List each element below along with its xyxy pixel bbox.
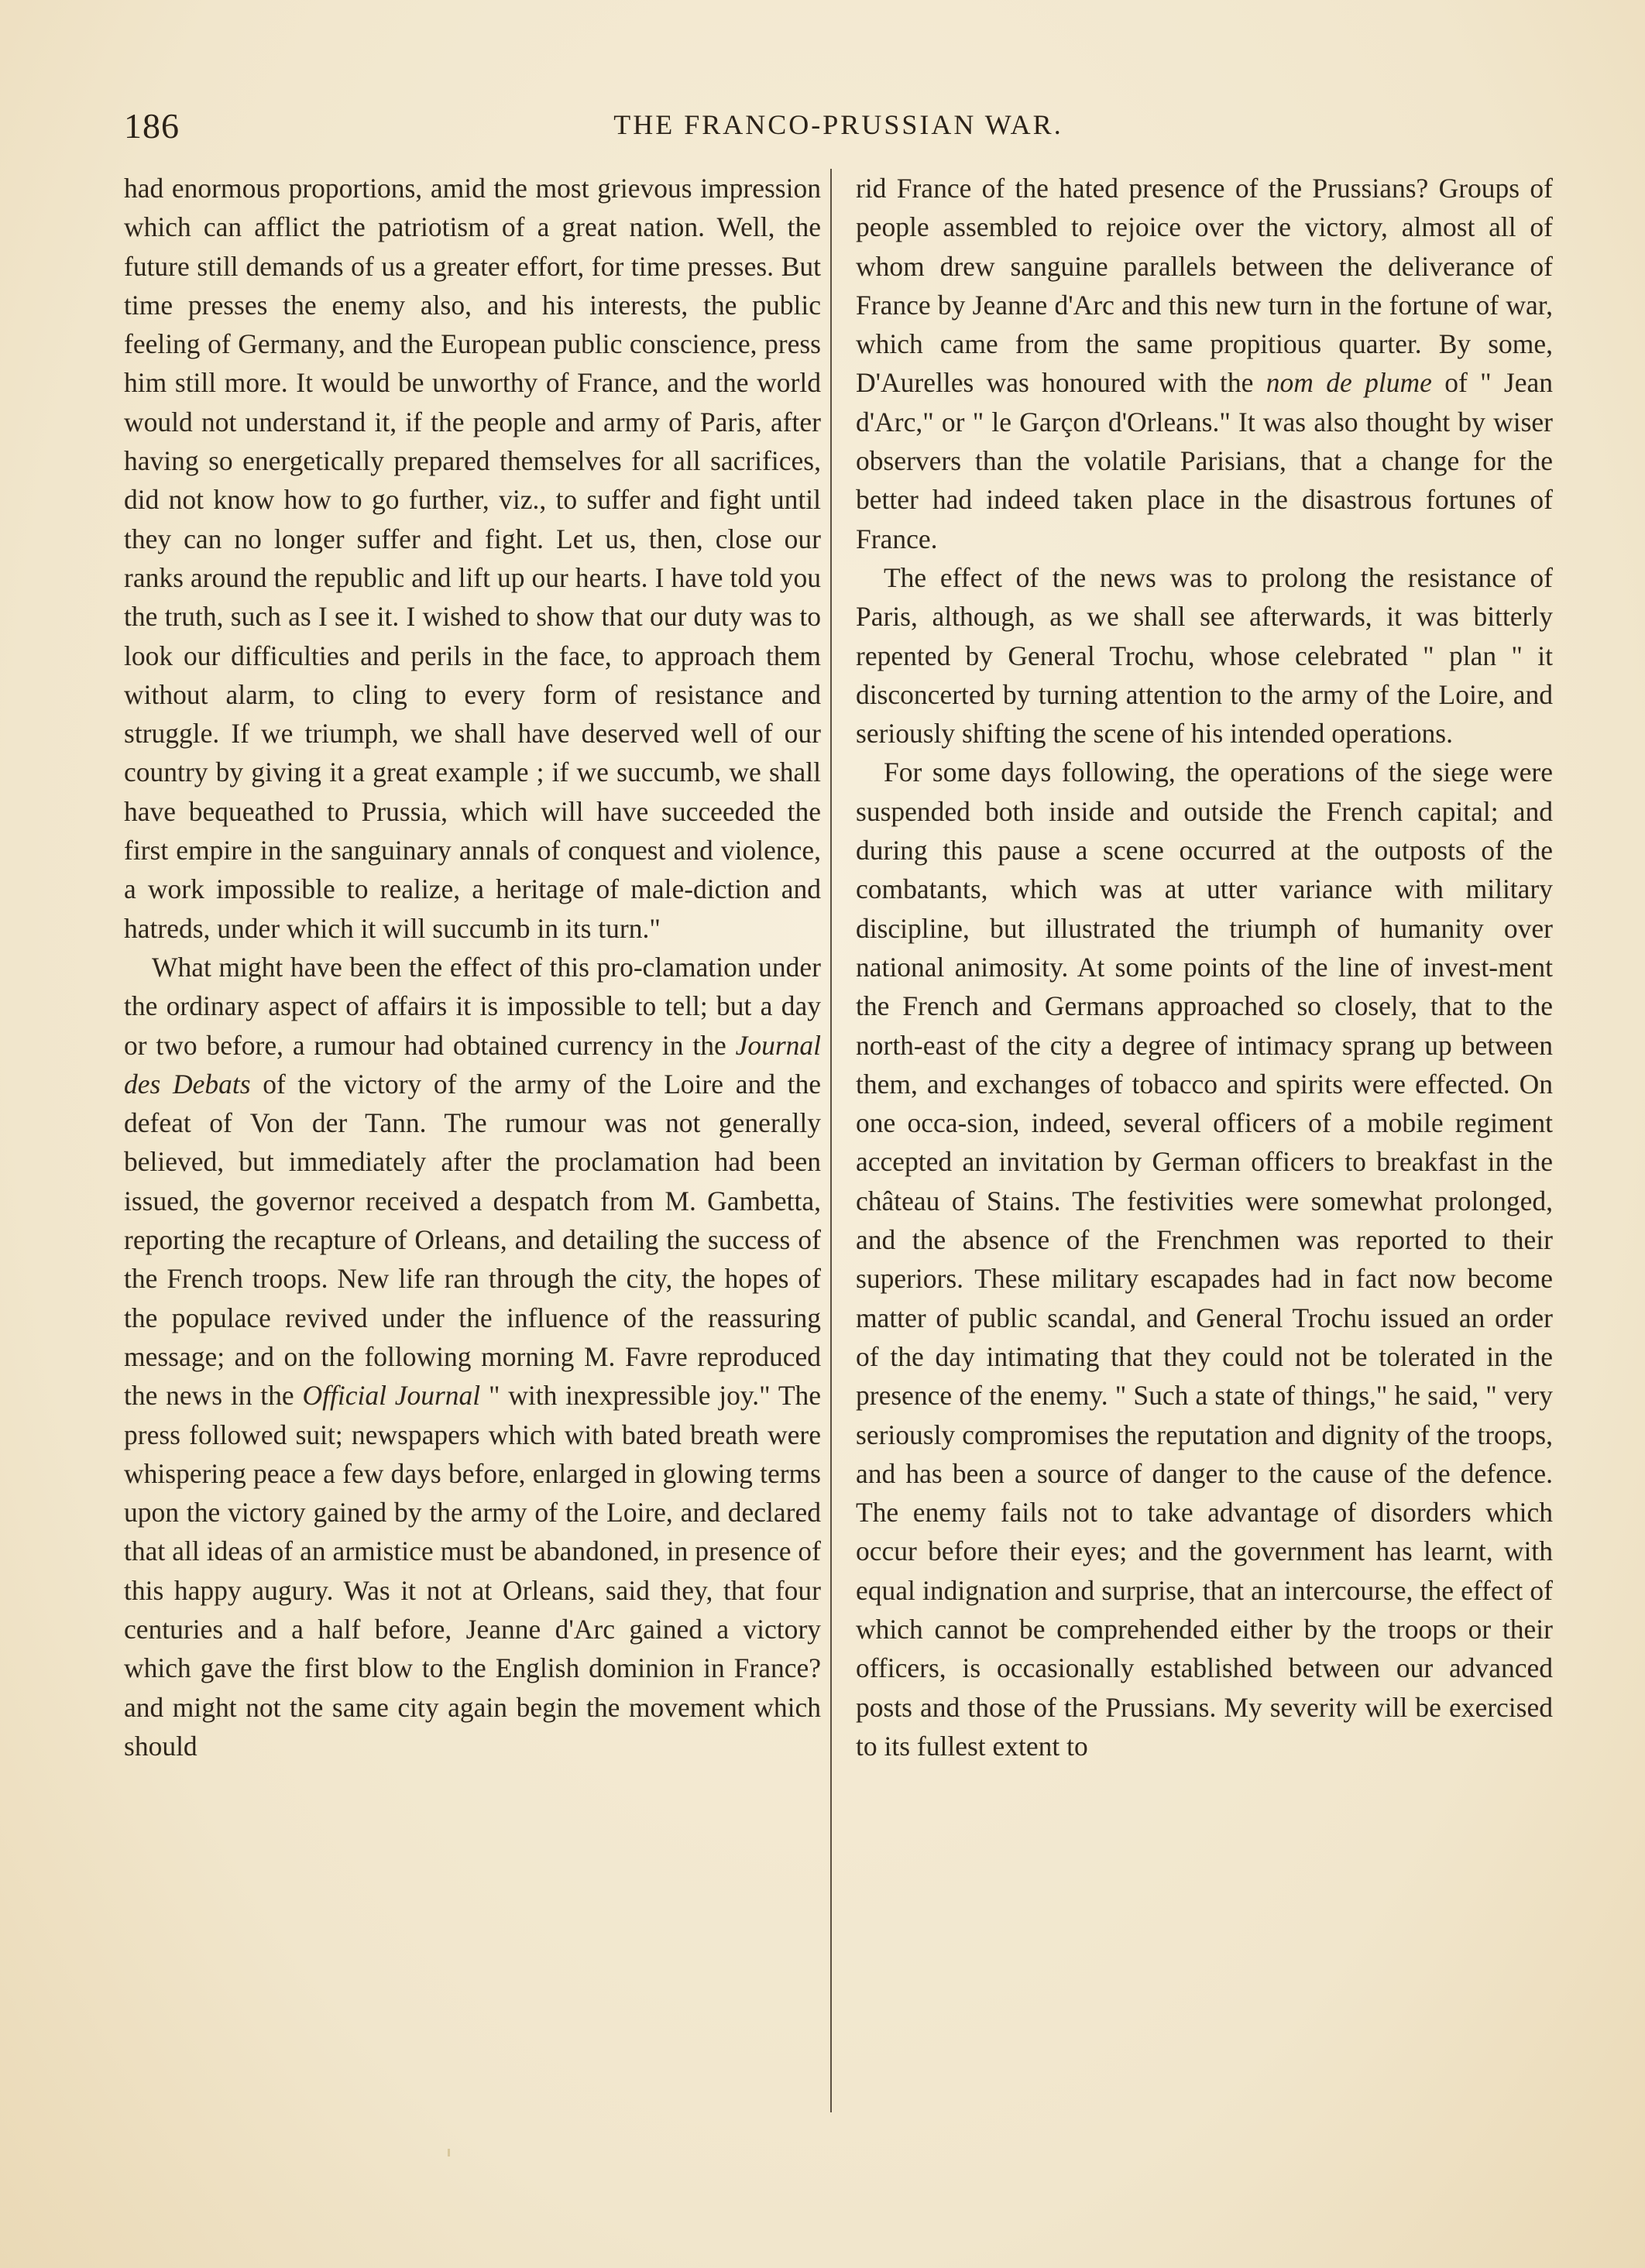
right-paragraph-1-part-a: rid France of the hated presence of the Prussians? Groups of people assembled to rejoice over the victory, almost all of whom drew sanguine parallels between the deliverance of France by Jeanne d'Arc and this new turn in the fortune of war, which came from the same propitious quarter. By some, D'Aurelles was honoured with the [856, 173, 1553, 399]
right-paragraph-1 [856, 169, 1553, 558]
journal-des-debats-title: Journal des Debats [124, 1029, 822, 1100]
column-divider [830, 169, 832, 2112]
right-paragraph-1-part-b: of " Jean d'Arc," or " le Garçon d'Orleans." It was also thought by wiser observers than the volatile Parisians, that a change for the better had indeed taken place in the disastrous fortunes of France. [856, 367, 1554, 554]
right-column [856, 169, 1553, 1765]
left-paragraph-1: had enormous proportions, amid the most grievous impression which can afflict the patriotism of a great nation. Well, the future still demands of us a greater effort, for time presses. But time presses the enemy also, and his interests, the public feeling of Germany, and the European public conscience, press him still more. It would be unworthy of France, and the world would not understand it, if the people and army of Paris, after having so energetically prepared themselves for all sacrifices, did not know how to go further, viz., to suffer and fight until they can no longer suffer and fight. Let us, then, close our ranks around the republic and lift up our hearts. I have told you the truth, such as I see it. I wished to show that our duty was to look our difficulties and perils in the face, to approach them without alarm, to cling to every form of resistance and struggle. If we triumph, we shall have deserved well of our country by giving it a great example ; if we succumb, we shall have bequeathed to Prussia, which will have succeeded the first empire in the sanguinary annals of conquest and violence, a work impossible to realize, a heritage of male-diction and hatreds, under which it will succumb in its turn." [124, 173, 821, 944]
left-paragraph-2-part-c: " with inexpressible joy." The press followed suit; newspapers which with bated breath were whispering peace a few days before, enlarged in glowing terms upon the victory gained by the army of the Loire, and declared that all ideas of an armistice must be abandoned, in presence of this happy augury. Was it not at Orleans, said they, that four centuries and a half before, Jeanne d'Arc gained a victory which gave the first blow to the English dominion in France? and might not the same city again begin the movement which should [124, 1380, 822, 1762]
official-journal-title: Official Journal [302, 1380, 481, 1412]
left-paragraph-2-part-a: What might have been the effect of this pro-clamation under the ordinary aspect of affairs it is impossible to tell; but a day or two before, a rumour had obtained currency in the [124, 951, 821, 1061]
nom-de-plume-phrase: nom de plume [1266, 367, 1432, 399]
left-paragraph-2-part-b: of the victory of the army of the Loire and the defeat of Von der Tann. The rumour was not generally believed, but immediately after the proclamation had been issued, the governor received a despatch from M. Gambetta, reporting the recapture of Orleans, and detailing the success of the French troops. New life ran through the city, the hopes of the populace revived under the influence of the reassuring message; and on the following morning M. Favre reproduced the news in the [124, 1068, 822, 1412]
right-paragraph-2: The effect of the news was to prolong the resistance of Paris, although, as we shall see afterwards, it was bitterly repented by General Trochu, whose celebrated " plan " it disconcerted by turning attention to the army of the Loire, and seriously shifting the scene of his intended operations. [856, 561, 1553, 750]
right-paragraph-3: For some days following, the operations of the siege were suspended both inside and outside the French capital; and during this pause a scene occurred at the outposts of the combatants, which was at utter variance with military discipline, but illustrated the triumph of humanity over national animosity. At some points of the line of invest-ment the French and Germans approached so closely, that to the north-east of the city a degree of intimacy sprang up between them, and exchanges of tobacco and spirits were effected. On one occa-sion, indeed, several officers of a mobile regiment accepted an invitation by German officers to breakfast in the château of Stains. The festivities were somewhat prolonged, and the absence of the Frenchmen was reported to their superiors. These military escapades had in fact now become matter of public scandal, and General Trochu issued an order of the day intimating that they could not be tolerated in the presence of the enemy. " Such a state of things," he said, " very seriously compromises the reputation and dignity of the troops, and has been a source of danger to the cause of the defence. The enemy fails not to take advantage of disorders which occur before their eyes; and the government has learnt, with equal indignation and surprise, that an intercourse, the effect of which cannot be comprehended either by the troops or their officers, is occasionally established between our advanced posts and those of the Prussians. My severity will be exercised to its fullest extent to [856, 757, 1553, 1762]
page-number: 186 [124, 106, 180, 146]
print-speck [448, 2149, 450, 2156]
left-paragraph-2 [124, 948, 821, 1765]
left-column [124, 169, 821, 1765]
running-head: THE FRANCO-PRUSSIAN WAR. [613, 109, 1063, 140]
page-header [124, 105, 1553, 152]
